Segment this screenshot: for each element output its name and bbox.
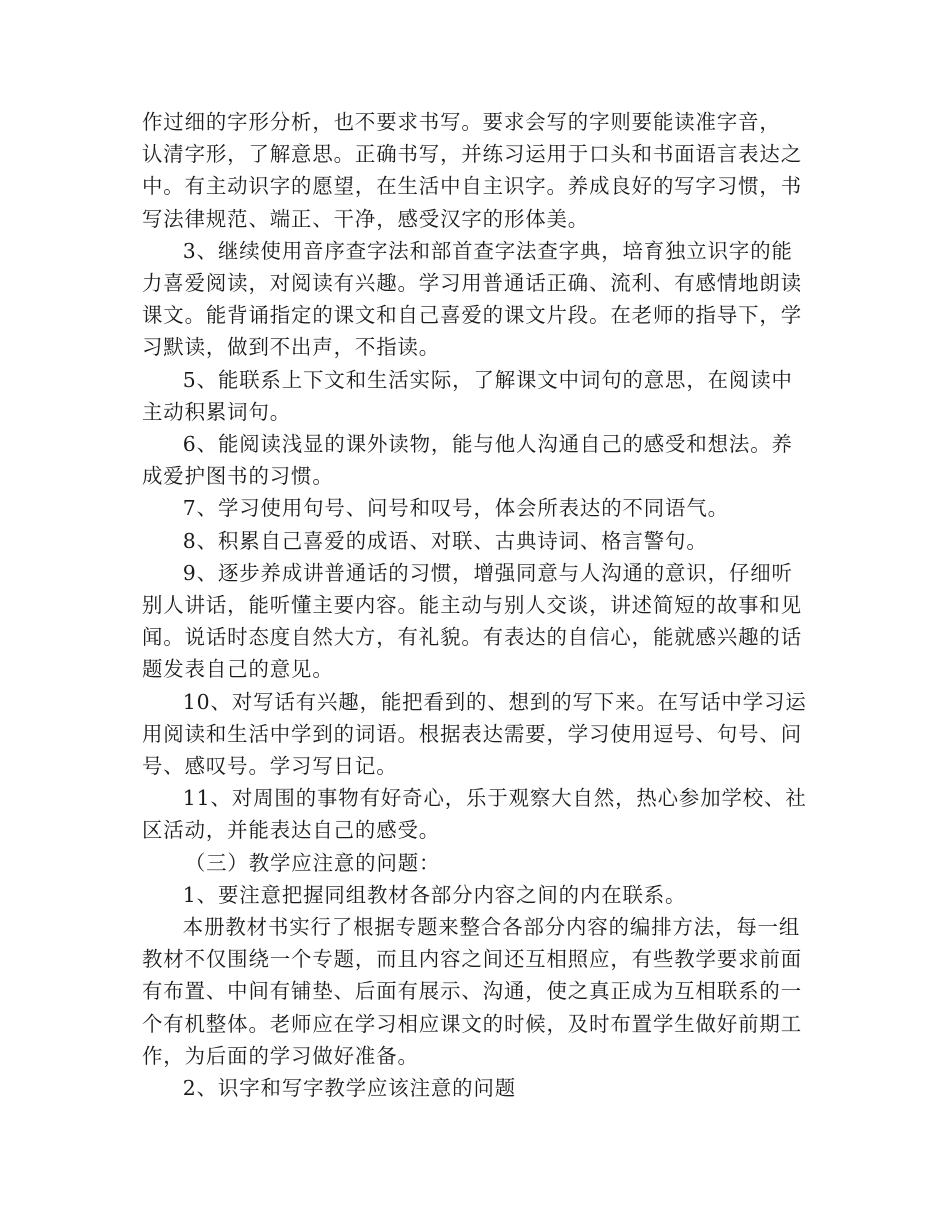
paragraph-issue-2: 2、识字和写字教学应该注意的问题 [182, 1076, 517, 1101]
paragraph-item-7: 7、学习使用句号、问号和叹号，体会所表达的不同语气。 [182, 496, 729, 521]
paragraph-item-5: 5、能联系上下文和生活实际，了解课文中词句的意思，在阅读中主动积累词句。 [142, 367, 793, 424]
paragraph-literacy-requirements: 作过细的字形分析，也不要求书写。要求会写的字则要能读准字音， 认清字形，了解意思。正确书写，并练习运用于口头和书面语言表达之中。有主动识字的愿望，在生活中自主识字。养成良好的写字习惯，书写法律规范、端正、干净，感受汉字的形体美。 [142, 110, 803, 231]
paragraph-item-6: 6、能阅读浅显的课外读物，能与他人沟通自己的感受和想法。养成爱护图书的习惯。 [142, 432, 793, 489]
paragraph-item-11: 11、对周围的事物有好奇心，乐于观察大自然，热心参加学校、社区活动，并能表达自己的感受。 [142, 786, 807, 843]
section-heading-teaching-issues: （三）教学应注意的问题： [184, 850, 441, 875]
paragraph-item-8: 8、积累自己喜爱的成语、对联、古典诗词、格言警句。 [182, 528, 708, 553]
paragraph-item-10: 10、对写话有兴趣，能把看到的、想到的写下来。在写话中学习运用阅读和生活中学到的词语。根据表达需要，学习使用逗号、句号、问号、感叹号。学习写日记。 [142, 689, 807, 779]
document-body [142, 106, 807, 1104]
paragraph-item-3: 3、继续使用音序查字法和部首查字法查字典，培育独立识字的能力喜爱阅读，对阅读有兴趣。学习用普通话正确、流利、有感情地朗读课文。能背诵指定的课文和自己喜爱的课文片段。在老师的指导下，学习默读，做到不出声，不指读。 [142, 238, 803, 360]
paragraph-issue-1-detail: 本册教材书实行了根据专题来整合各部分内容的编排方法，每一组教材不仅围绕一个专题，而且内容之间还互相照应，有些教学要求前面有布置、中间有铺垫、后面有展示、沟通，使之真正成为互相联系的一个有机整体。老师应在学习相应课文的时候，及时布置学生做好前期工作，为后面的学习做好准备。 [142, 915, 803, 1068]
paragraph-issue-1: 1、要注意把握同组教材各部分内容之间的内在联系。 [182, 882, 687, 907]
paragraph-item-9: 9、逐步养成讲普通话的习惯，增强同意与人沟通的意识，仔细听别人讲话，能听懂主要内容。能主动与别人交谈，讲述简短的故事和见闻。说话时态度自然大方，有礼貌。有表达的自信心，能就感兴趣的话题发表自己的意见。 [142, 560, 803, 682]
